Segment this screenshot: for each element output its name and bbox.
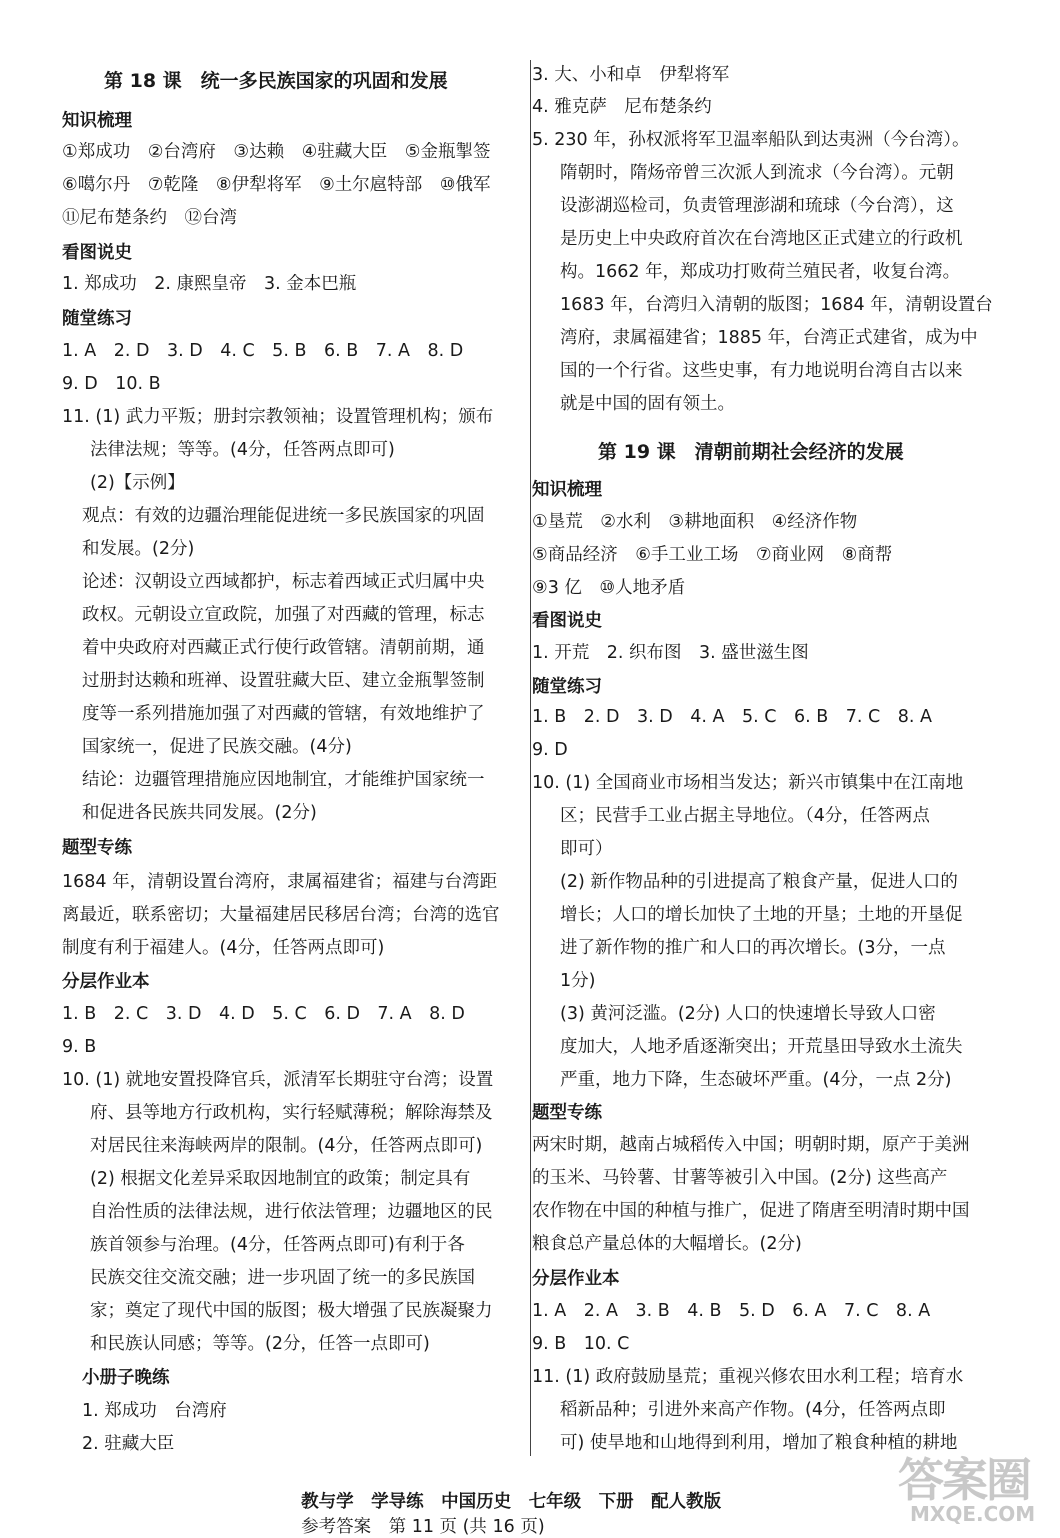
text-line: 府、县等地方行政机构，实行轻赋薄税；解除海禁及 <box>90 1103 493 1123</box>
text-line: 隋朝时，隋炀帝曾三次派人到流求（今台湾）。元朝 <box>560 163 954 183</box>
text-line: 和促进各民族共同发展。(2分) <box>82 803 317 823</box>
text-line: 严重，地力下降，生态破坏严重。(4分，一点 2分) <box>560 1070 952 1090</box>
section-heading: 随堂练习 <box>62 309 132 329</box>
section-heading: 分层作业本 <box>532 1269 620 1289</box>
text-line: 11. (1) 武力平叛；册封宗教领袖；设置管理机构；颁布 <box>62 407 494 427</box>
text-line: 区；民营手工业占据主导地位。（4分，任答两点 <box>560 806 930 826</box>
text-line: (3) 黄河泛滥。(2分) 人口的快速增长导致人口密 <box>560 1004 936 1024</box>
footer-page-number: 参考答案 第 11 页 (共 16 页) <box>301 1517 545 1537</box>
text-line: 国家统一，促进了民族交融。(4分) <box>82 737 352 757</box>
text-line: 11. (1) 政府鼓励垦荒；重视兴修农田水利工程；培育水 <box>532 1367 964 1387</box>
answer-line: 9. D <box>532 740 568 760</box>
section-heading: 知识梳理 <box>62 111 132 131</box>
text-line: 和民族认同感；等等。(2分，任答一点即可) <box>90 1334 430 1354</box>
text-line: 政权。元朝设立宣政院，加强了对西藏的管理，标志 <box>82 605 485 625</box>
text-line: 观点：有效的边疆治理能促进统一多民族国家的巩固 <box>82 506 485 526</box>
lesson-18-title: 第 18 课 统一多民族国家的巩固和发展 <box>104 70 448 92</box>
text-line: 增长；人口的增长加快了土地的开垦；土地的开垦促 <box>560 905 963 925</box>
answer-line: 9. B <box>62 1037 97 1057</box>
section-heading: 小册子晚练 <box>82 1368 170 1388</box>
text-line: 度等一系列措施加强了对西藏的管辖，有效地维护了 <box>82 704 485 724</box>
text-line: 离最近，联系密切；大量福建居民移居台湾；台湾的选官 <box>62 905 500 925</box>
text-line: 1. 郑成功 2. 康熙皇帝 3. 金本巴瓶 <box>62 274 357 294</box>
section-heading: 看图说史 <box>62 243 132 263</box>
text-line: 论述：汉朝设立西域都护，标志着西域正式归属中央 <box>82 572 485 592</box>
text-line: 10. (1) 就地安置投降官兵，派清军长期驻守台湾；设置 <box>62 1070 494 1090</box>
text-line: 和发展。(2分) <box>82 539 195 559</box>
text-line: 是历史上中央政府首次在台湾地区正式建立的行政机 <box>560 229 963 249</box>
text-line: 即可） <box>560 839 613 859</box>
text-line: 两宋时期，越南占城稻传入中国；明朝时期，原产于美洲 <box>532 1135 970 1155</box>
text-line: (2) 根据文化差异采取因地制宜的政策；制定具有 <box>90 1169 471 1189</box>
text-line: 1684 年，清朝设置台湾府，隶属福建省；福建与台湾距 <box>62 872 498 892</box>
text-line: ⑪尼布楚条约 ⑫台湾 <box>62 208 237 228</box>
answer-line: 1. A 2. A 3. B 4. B 5. D 6. A 7. C 8. A <box>532 1301 931 1321</box>
lesson-19-title: 第 19 课 清朝前期社会经济的发展 <box>598 441 904 463</box>
text-line: 可) 使旱地和山地得到利用，增加了粮食种植的耕地 <box>560 1433 958 1453</box>
text-line: 家；奠定了现代中国的版图；极大增强了民族凝聚力 <box>90 1301 493 1321</box>
section-heading: 分层作业本 <box>62 972 150 992</box>
watermark-logo <box>890 1440 1050 1530</box>
text-line: 进了新作物的推广和人口的再次增长。(3分，一点 <box>560 938 946 958</box>
answer-line: 9. B 10. C <box>532 1334 630 1354</box>
watermark-sub: MXQE.COM <box>910 1502 1036 1526</box>
text-line: 设澎湖巡检司，负责管理澎湖和琉球（今台湾），这 <box>560 196 954 216</box>
text-line: 的玉米、马铃薯、甘薯等被引入中国。(2分) 这些高产 <box>532 1168 948 1188</box>
section-heading: 随堂练习 <box>532 677 602 697</box>
text-line: 自治性质的法律法规，进行依法管理；边疆地区的民 <box>90 1202 493 1222</box>
text-line: 制度有利于福建人。(4分，任答两点即可) <box>62 938 385 958</box>
text-line: 粮食总产量总体的大幅增长。(2分) <box>532 1234 802 1254</box>
section-heading: 知识梳理 <box>532 480 602 500</box>
text-line: 过册封达赖和班禅、设置驻藏大臣、建立金瓶掣签制 <box>82 671 485 691</box>
page-footer <box>290 1468 721 1538</box>
watermark-main: 答案圈 <box>898 1453 1030 1507</box>
text-line: 3. 大、小和卓 伊犁将军 <box>532 65 730 85</box>
text-line: 1683 年，台湾归入清朝的版图；1684 年，清朝设置台 <box>560 295 993 315</box>
text-line: 5. 230 年，孙权派将军卫温率船队到达夷洲（今台湾）。 <box>532 130 970 150</box>
footer-series: 教与学 学导练 中国历史 七年级 下册 配人教版 <box>301 1492 722 1512</box>
column-divider <box>530 60 531 1456</box>
answer-line: 1. B 2. D 3. D 4. A 5. C 6. B 7. C 8. A <box>532 707 932 727</box>
text-line: 族首领参与治理。(4分，任答两点即可)有利于各 <box>90 1235 465 1255</box>
text-line: 国的一个行省。这些史事，有力地说明台湾自古以来 <box>560 361 963 381</box>
text-line: ⑥噶尔丹 ⑦乾隆 ⑧伊犁将军 ⑨土尔扈特部 ⑩俄军 <box>62 175 491 195</box>
text-line: 着中央政府对西藏正式行使行政管辖。清朝前期，通 <box>82 638 485 658</box>
text-line: ①垦荒 ②水利 ③耕地面积 ④经济作物 <box>532 512 858 532</box>
text-line: 1分) <box>560 971 596 991</box>
text-line: 湾府，隶属福建省；1885 年，台湾正式建省，成为中 <box>560 328 978 348</box>
text-line: (2)【示例】 <box>90 473 185 493</box>
section-heading: 题型专练 <box>62 838 132 858</box>
text-line: 构。1662 年，郑成功打败荷兰殖民者，收复台湾。 <box>560 262 961 282</box>
text-line: (2) 新作物品种的引进提高了粮食产量，促进人口的 <box>560 872 958 892</box>
text-line: ⑤商品经济 ⑥手工业工场 ⑦商业网 ⑧商帮 <box>532 545 893 565</box>
answer-line: 1. A 2. D 3. D 4. C 5. B 6. B 7. A 8. D <box>62 341 464 361</box>
answer-line: 9. D 10. B <box>62 374 161 394</box>
text-line: 10. (1) 全国商业市场相当发达；新兴市镇集中在江南地 <box>532 773 964 793</box>
text-line: 稻新品种；引进外来高产作物。(4分，任答两点即 <box>560 1400 946 1420</box>
text-line: 农作物在中国的种植与推广，促进了隋唐至明清时期中国 <box>532 1201 970 1221</box>
text-line: 民族交往交流交融；进一步巩固了统一的多民族国 <box>90 1268 475 1288</box>
answer-line: 1. B 2. C 3. D 4. D 5. C 6. D 7. A 8. D <box>62 1004 465 1024</box>
text-line: ⑨3 亿 ⑩人地矛盾 <box>532 578 686 598</box>
text-line: 就是中国的固有领土。 <box>560 394 735 414</box>
text-line: 对居民往来海峡两岸的限制。(4分，任答两点即可) <box>90 1136 483 1156</box>
section-heading: 题型专练 <box>532 1103 602 1123</box>
text-line: 1. 开荒 2. 织布图 3. 盛世滋生图 <box>532 643 809 663</box>
text-line: 结论：边疆管理措施应因地制宜，才能维护国家统一 <box>82 770 485 790</box>
text-line: 2. 驻藏大臣 <box>82 1434 175 1454</box>
text-line: 度加大，人地矛盾逐渐突出；开荒垦田导致水土流失 <box>560 1037 963 1057</box>
text-line: 法律法规；等等。(4分，任答两点即可) <box>90 440 395 460</box>
text-line: 4. 雅克萨 尼布楚条约 <box>532 97 712 117</box>
text-line: 1. 郑成功 台湾府 <box>82 1401 227 1421</box>
section-heading: 看图说史 <box>532 611 602 631</box>
text-line: ①郑成功 ②台湾府 ③达赖 ④驻藏大臣 ⑤金瓶掣签 <box>62 142 491 162</box>
